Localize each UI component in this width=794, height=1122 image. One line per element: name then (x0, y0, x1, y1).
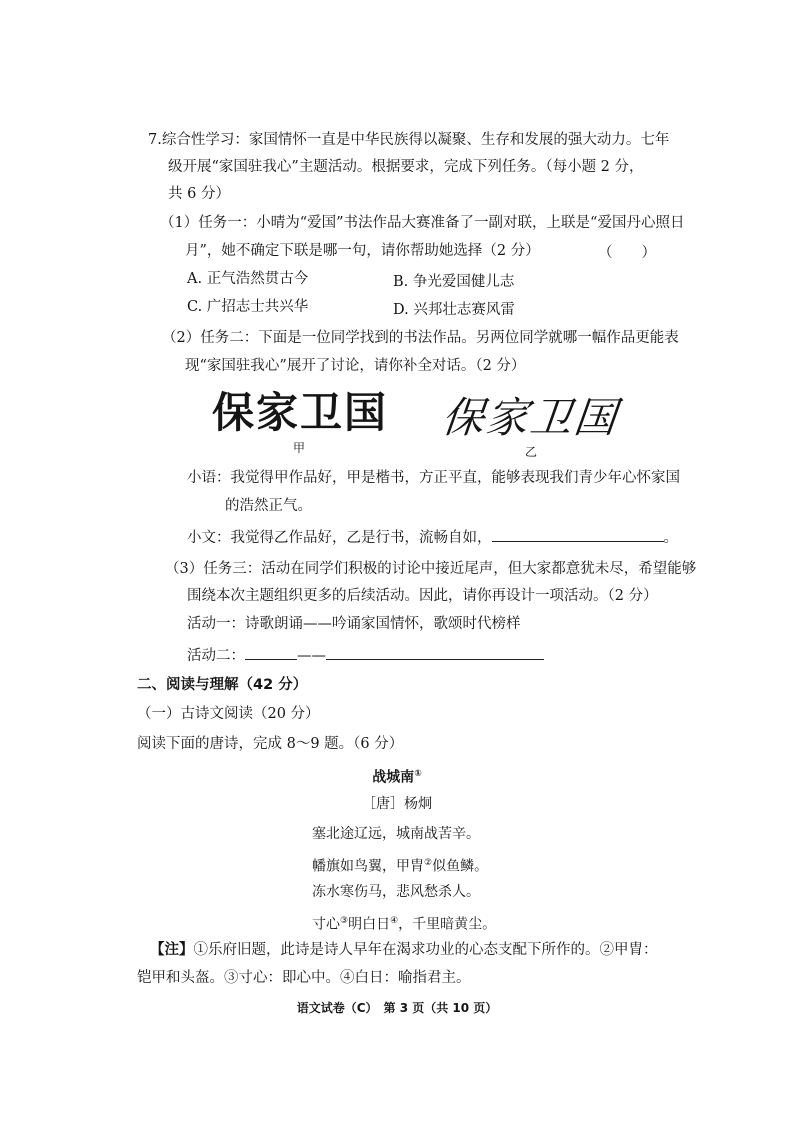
poem-title-note: ① (414, 769, 422, 779)
poem-line-1: 塞北途辽远，城南战苦辛。 (312, 826, 480, 842)
q7-line-3: 共 6 分） (168, 186, 230, 202)
label-jia: 甲 (293, 441, 306, 455)
xiaowen-answer-blank[interactable] (492, 527, 664, 542)
task3-line-1: （3）任务三：活动在同学们积极的讨论中接近尾声，但大家都意犹未尽，希望能够 (165, 561, 697, 577)
calligraphy-jia: 保家卫国 (212, 388, 389, 437)
answer-bracket[interactable]: （ ） (598, 245, 656, 261)
task1-line-1: （1）任务一：小晴为“爱国”书法作品大赛准备了一副对联，上联是“爱国丹心照日 (160, 215, 685, 231)
task2-line-1: （2）任务二：下面是一位同学找到的书法作品。另两位同学就哪一幅作品更能表 (162, 330, 679, 346)
task1-line-2: 月”，她不确定下联是哪一句，请你帮助她选择（2 分） (185, 243, 540, 259)
poem-line-2 (312, 853, 488, 877)
task2-line-2: 现“家国驻我心”展开了讨论，请你补全对话。（2 分） (185, 358, 526, 374)
reading-instruction: 阅读下面的唐诗，完成 8～9 题。（6 分） (137, 736, 404, 752)
option-b[interactable]: B. 争光爱国健儿志 (393, 274, 515, 290)
calligraphy-yi: 保家卫国 (439, 393, 621, 442)
xiaowen-line (187, 527, 678, 548)
activity-2-dash: —— (297, 648, 326, 664)
activity-2-content-blank[interactable] (326, 645, 544, 660)
activity-2-name-blank[interactable] (245, 645, 297, 660)
xiaoyu-line-1: 小语：我觉得甲作品好，甲是楷书，方正平直，能够表现我们青少年心怀家国 (187, 470, 680, 486)
activity-1: 活动一：诗歌朗诵——吟诵家国情怀，歌颂时代榜样 (187, 616, 521, 632)
option-d[interactable]: D. 兴邦壮志赛风雷 (393, 302, 515, 318)
poem-author: ［唐］杨炯 (362, 796, 432, 812)
poem-line-2a: 幡旗如鸟翼，甲胄 (312, 858, 424, 875)
poem-line-4a: 寸心 (312, 916, 340, 933)
xiaoyu-line-2: 的浩然正气。 (225, 498, 312, 514)
poem-line-2-note: ② (424, 858, 433, 868)
poem-line-4b: 明白日 (348, 916, 391, 933)
q7-line-2: 级开展“家国驻我心”主题活动。根据要求，完成下列任务。（每小题 2 分， (168, 159, 644, 175)
xiaowen-text: 小文：我觉得乙作品好，乙是行书，流畅自如， (187, 530, 492, 546)
q7-line-1: 7.综合性学习：家国情怀一直是中华民族得以凝聚、生存和发展的强大动力。七年 (148, 132, 670, 148)
poem-title-text: 战城南 (372, 769, 415, 786)
page-footer: 语文试卷（C） 第 3 页（共 10 页） (296, 1001, 498, 1015)
option-c[interactable]: C. 广招志士共兴华 (187, 299, 309, 315)
label-yi: 乙 (525, 445, 538, 459)
notes-line-1 (150, 940, 658, 960)
poem-line-4-note-2: ④ (390, 916, 399, 926)
option-a[interactable]: A. 正气浩然贯古今 (187, 271, 309, 287)
activity-2-line (187, 645, 544, 666)
section2-heading: 二、阅读与理解（42 分） (137, 677, 308, 693)
notes-line-2: 铠甲和头盔。③寸心：即心中。④白日：喻指君主。 (137, 970, 471, 986)
notes-text-1: ①乐府旧题，此诗是诗人早年在渴求功业的心态支配下所作的。②甲胄： (193, 942, 658, 958)
poem-line-4 (312, 911, 496, 935)
notes-label: 【注】 (150, 942, 194, 958)
poem-line-2b: 似鱼鳞。 (432, 858, 489, 875)
task3-line-2: 围绕本次主题组织更多的后续活动。因此，请你再设计一项活动。（2 分） (187, 588, 658, 604)
activity-2-label: 活动二： (187, 648, 245, 664)
poem-line-3: 冻水寒伤马，悲风愁杀人。 (312, 884, 480, 900)
section2-subheading: （一）古诗文阅读（20 分） (137, 706, 320, 722)
xiaowen-end: 。 (663, 530, 678, 546)
poem-title (0, 764, 794, 788)
poem-line-4c: ，千里暗黄尘。 (398, 916, 497, 933)
poem-line-4-note-1: ③ (340, 916, 349, 926)
